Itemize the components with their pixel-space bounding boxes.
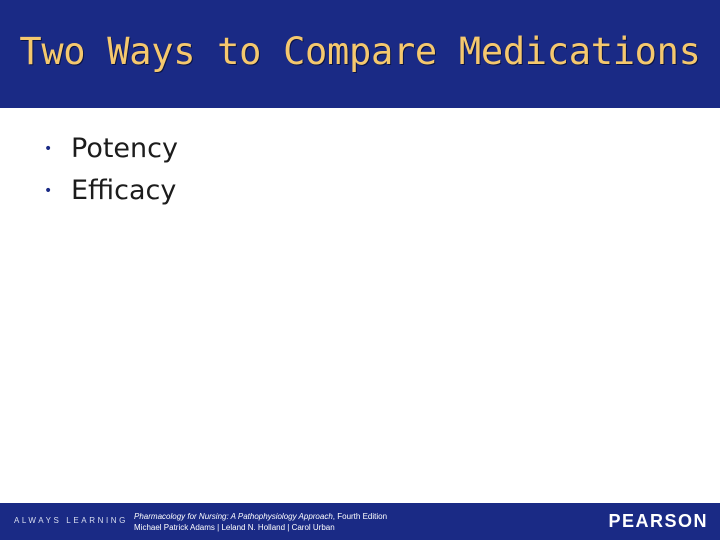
bullet-text: Efficacy bbox=[71, 175, 177, 206]
title-bar bbox=[0, 0, 720, 108]
bullet-list bbox=[44, 128, 178, 212]
bullet-item-efficacy bbox=[44, 170, 178, 212]
pearson-logo: PEARSON bbox=[608, 511, 708, 531]
book-edition: , Fourth Edition bbox=[332, 512, 388, 521]
bullet-item-potency bbox=[44, 128, 178, 170]
footer-bar bbox=[0, 503, 720, 540]
book-title-line bbox=[134, 511, 387, 522]
book-title: Pharmacology for Nursing: A Pathophysiology Approach bbox=[134, 512, 333, 521]
bullet-icon: • bbox=[44, 183, 53, 199]
slide-title: Two Ways to Compare Medications bbox=[19, 30, 701, 73]
bullet-text: Potency bbox=[71, 133, 178, 164]
bullet-icon: • bbox=[44, 141, 53, 157]
always-learning-tagline: ALWAYS LEARNING bbox=[14, 516, 128, 525]
book-credit bbox=[134, 511, 387, 533]
book-authors: Michael Patrick Adams | Leland N. Holland | Carol Urban bbox=[134, 523, 335, 532]
